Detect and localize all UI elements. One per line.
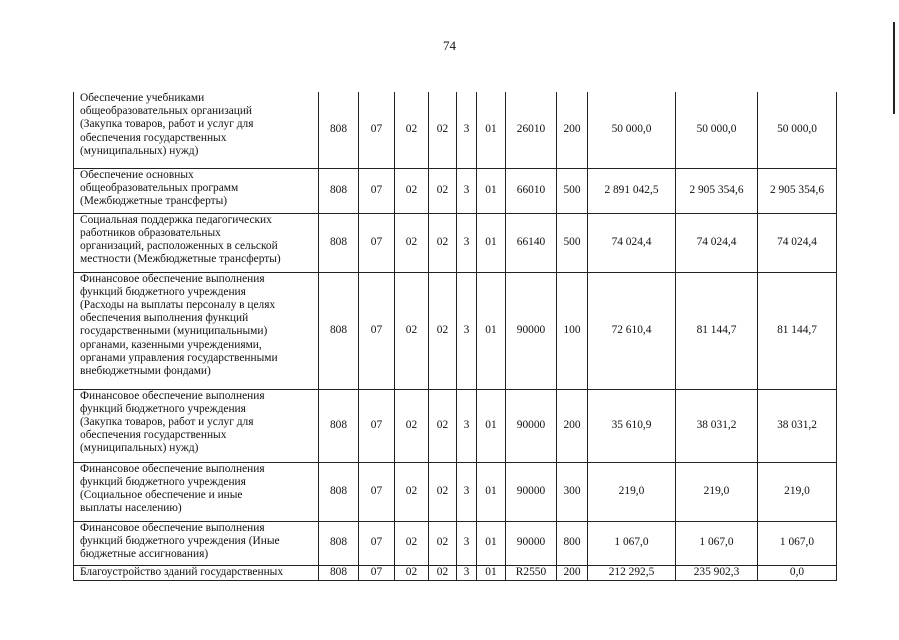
cell-p1: 02 [429, 389, 457, 462]
cell-vr: 800 [557, 521, 588, 565]
cell-vr: 500 [557, 168, 588, 213]
cell-vr: 100 [557, 272, 588, 389]
cell-p1: 02 [429, 462, 457, 521]
cell-y1: 74 024,4 [588, 213, 676, 272]
cell-gr: 808 [319, 565, 359, 580]
row-name: Социальная поддержка педагогических работников образовательных организаций, расположенных в сельской местности (Межбюджетные трансферты) [74, 213, 319, 272]
cell-p1: 02 [429, 521, 457, 565]
cell-p2: 3 [457, 462, 477, 521]
cell-code: 66010 [506, 168, 557, 213]
cell-y3: 38 031,2 [758, 389, 837, 462]
cell-rz: 07 [359, 168, 395, 213]
cell-y2: 1 067,0 [676, 521, 758, 565]
table-row [74, 272, 837, 389]
cell-y2: 2 905 354,6 [676, 168, 758, 213]
page-number: 74 [443, 38, 456, 53]
cell-y2: 81 144,7 [676, 272, 758, 389]
cell-p3: 01 [477, 168, 506, 213]
table-row [74, 462, 837, 521]
cell-rz: 07 [359, 521, 395, 565]
cell-p1: 02 [429, 213, 457, 272]
row-name: Финансовое обеспечение выполнения функций бюджетного учреждения (Иные бюджетные ассигнования) [74, 521, 319, 565]
cell-pr: 02 [395, 92, 429, 168]
table-row [74, 389, 837, 462]
cell-code: 26010 [506, 92, 557, 168]
cell-y3: 74 024,4 [758, 213, 837, 272]
cell-code: 90000 [506, 521, 557, 565]
scan-edge-line [893, 22, 895, 114]
cell-rz: 07 [359, 92, 395, 168]
cell-y1: 212 292,5 [588, 565, 676, 580]
table-row [74, 92, 837, 168]
cell-vr: 200 [557, 389, 588, 462]
cell-gr: 808 [319, 521, 359, 565]
row-name: Финансовое обеспечение выполнения функций бюджетного учреждения (Социальное обеспечение и иные выплаты населению) [74, 462, 319, 521]
cell-pr: 02 [395, 168, 429, 213]
row-name: Благоустройство зданий государственных [74, 565, 319, 580]
cell-vr: 200 [557, 92, 588, 168]
cell-code: 90000 [506, 389, 557, 462]
table-row [74, 565, 837, 580]
cell-rz: 07 [359, 389, 395, 462]
cell-p2: 3 [457, 565, 477, 580]
cell-y1: 2 891 042,5 [588, 168, 676, 213]
row-name: Обеспечение учебниками общеобразовательных организаций (Закупка товаров, работ и услуг для обеспечения государственных (муниципальных) нужд) [74, 92, 319, 168]
row-name: Финансовое обеспечение выполнения функций бюджетного учреждения (Расходы на выплаты персоналу в целях обеспечения выполнения функций государственными (муниципальными) органами, казенными учреждениями, органами управления государственными внебюджетными фондами) [74, 272, 319, 389]
cell-vr: 300 [557, 462, 588, 521]
cell-p2: 3 [457, 521, 477, 565]
cell-p1: 02 [429, 168, 457, 213]
cell-y2: 50 000,0 [676, 92, 758, 168]
cell-gr: 808 [319, 272, 359, 389]
cell-p3: 01 [477, 213, 506, 272]
cell-y3: 219,0 [758, 462, 837, 521]
cell-pr: 02 [395, 462, 429, 521]
cell-p3: 01 [477, 389, 506, 462]
cell-y1: 72 610,4 [588, 272, 676, 389]
cell-p2: 3 [457, 213, 477, 272]
row-name: Финансовое обеспечение выполнения функций бюджетного учреждения (Закупка товаров, работ и услуг для обеспечения государственных (муниципальных) нужд) [74, 389, 319, 462]
cell-y3: 50 000,0 [758, 92, 837, 168]
cell-p3: 01 [477, 92, 506, 168]
cell-p3: 01 [477, 462, 506, 521]
cell-pr: 02 [395, 389, 429, 462]
cell-vr: 500 [557, 213, 588, 272]
table-row [74, 168, 837, 213]
cell-pr: 02 [395, 272, 429, 389]
cell-rz: 07 [359, 565, 395, 580]
cell-gr: 808 [319, 389, 359, 462]
cell-p3: 01 [477, 272, 506, 389]
cell-code: 66140 [506, 213, 557, 272]
cell-y1: 219,0 [588, 462, 676, 521]
cell-pr: 02 [395, 521, 429, 565]
cell-gr: 808 [319, 92, 359, 168]
cell-code: 90000 [506, 272, 557, 389]
cell-y1: 50 000,0 [588, 92, 676, 168]
cell-p2: 3 [457, 272, 477, 389]
cell-y1: 35 610,9 [588, 389, 676, 462]
cell-gr: 808 [319, 213, 359, 272]
cell-gr: 808 [319, 462, 359, 521]
cell-vr: 200 [557, 565, 588, 580]
cell-y2: 38 031,2 [676, 389, 758, 462]
budget-table [73, 92, 837, 581]
cell-code: R2550 [506, 565, 557, 580]
cell-rz: 07 [359, 272, 395, 389]
cell-p2: 3 [457, 389, 477, 462]
cell-y3: 0,0 [758, 565, 837, 580]
cell-gr: 808 [319, 168, 359, 213]
row-name: Обеспечение основных общеобразовательных программ (Межбюджетные трансферты) [74, 168, 319, 213]
cell-p2: 3 [457, 92, 477, 168]
cell-y3: 81 144,7 [758, 272, 837, 389]
cell-rz: 07 [359, 462, 395, 521]
cell-p2: 3 [457, 168, 477, 213]
cell-p1: 02 [429, 565, 457, 580]
cell-y2: 235 902,3 [676, 565, 758, 580]
cell-y2: 74 024,4 [676, 213, 758, 272]
cell-y1: 1 067,0 [588, 521, 676, 565]
cell-y3: 1 067,0 [758, 521, 837, 565]
cell-p1: 02 [429, 92, 457, 168]
cell-pr: 02 [395, 213, 429, 272]
cell-p3: 01 [477, 521, 506, 565]
cell-pr: 02 [395, 565, 429, 580]
cell-p1: 02 [429, 272, 457, 389]
cell-p3: 01 [477, 565, 506, 580]
table-row [74, 521, 837, 565]
cell-code: 90000 [506, 462, 557, 521]
cell-y3: 2 905 354,6 [758, 168, 837, 213]
table-row [74, 213, 837, 272]
cell-rz: 07 [359, 213, 395, 272]
cell-y2: 219,0 [676, 462, 758, 521]
